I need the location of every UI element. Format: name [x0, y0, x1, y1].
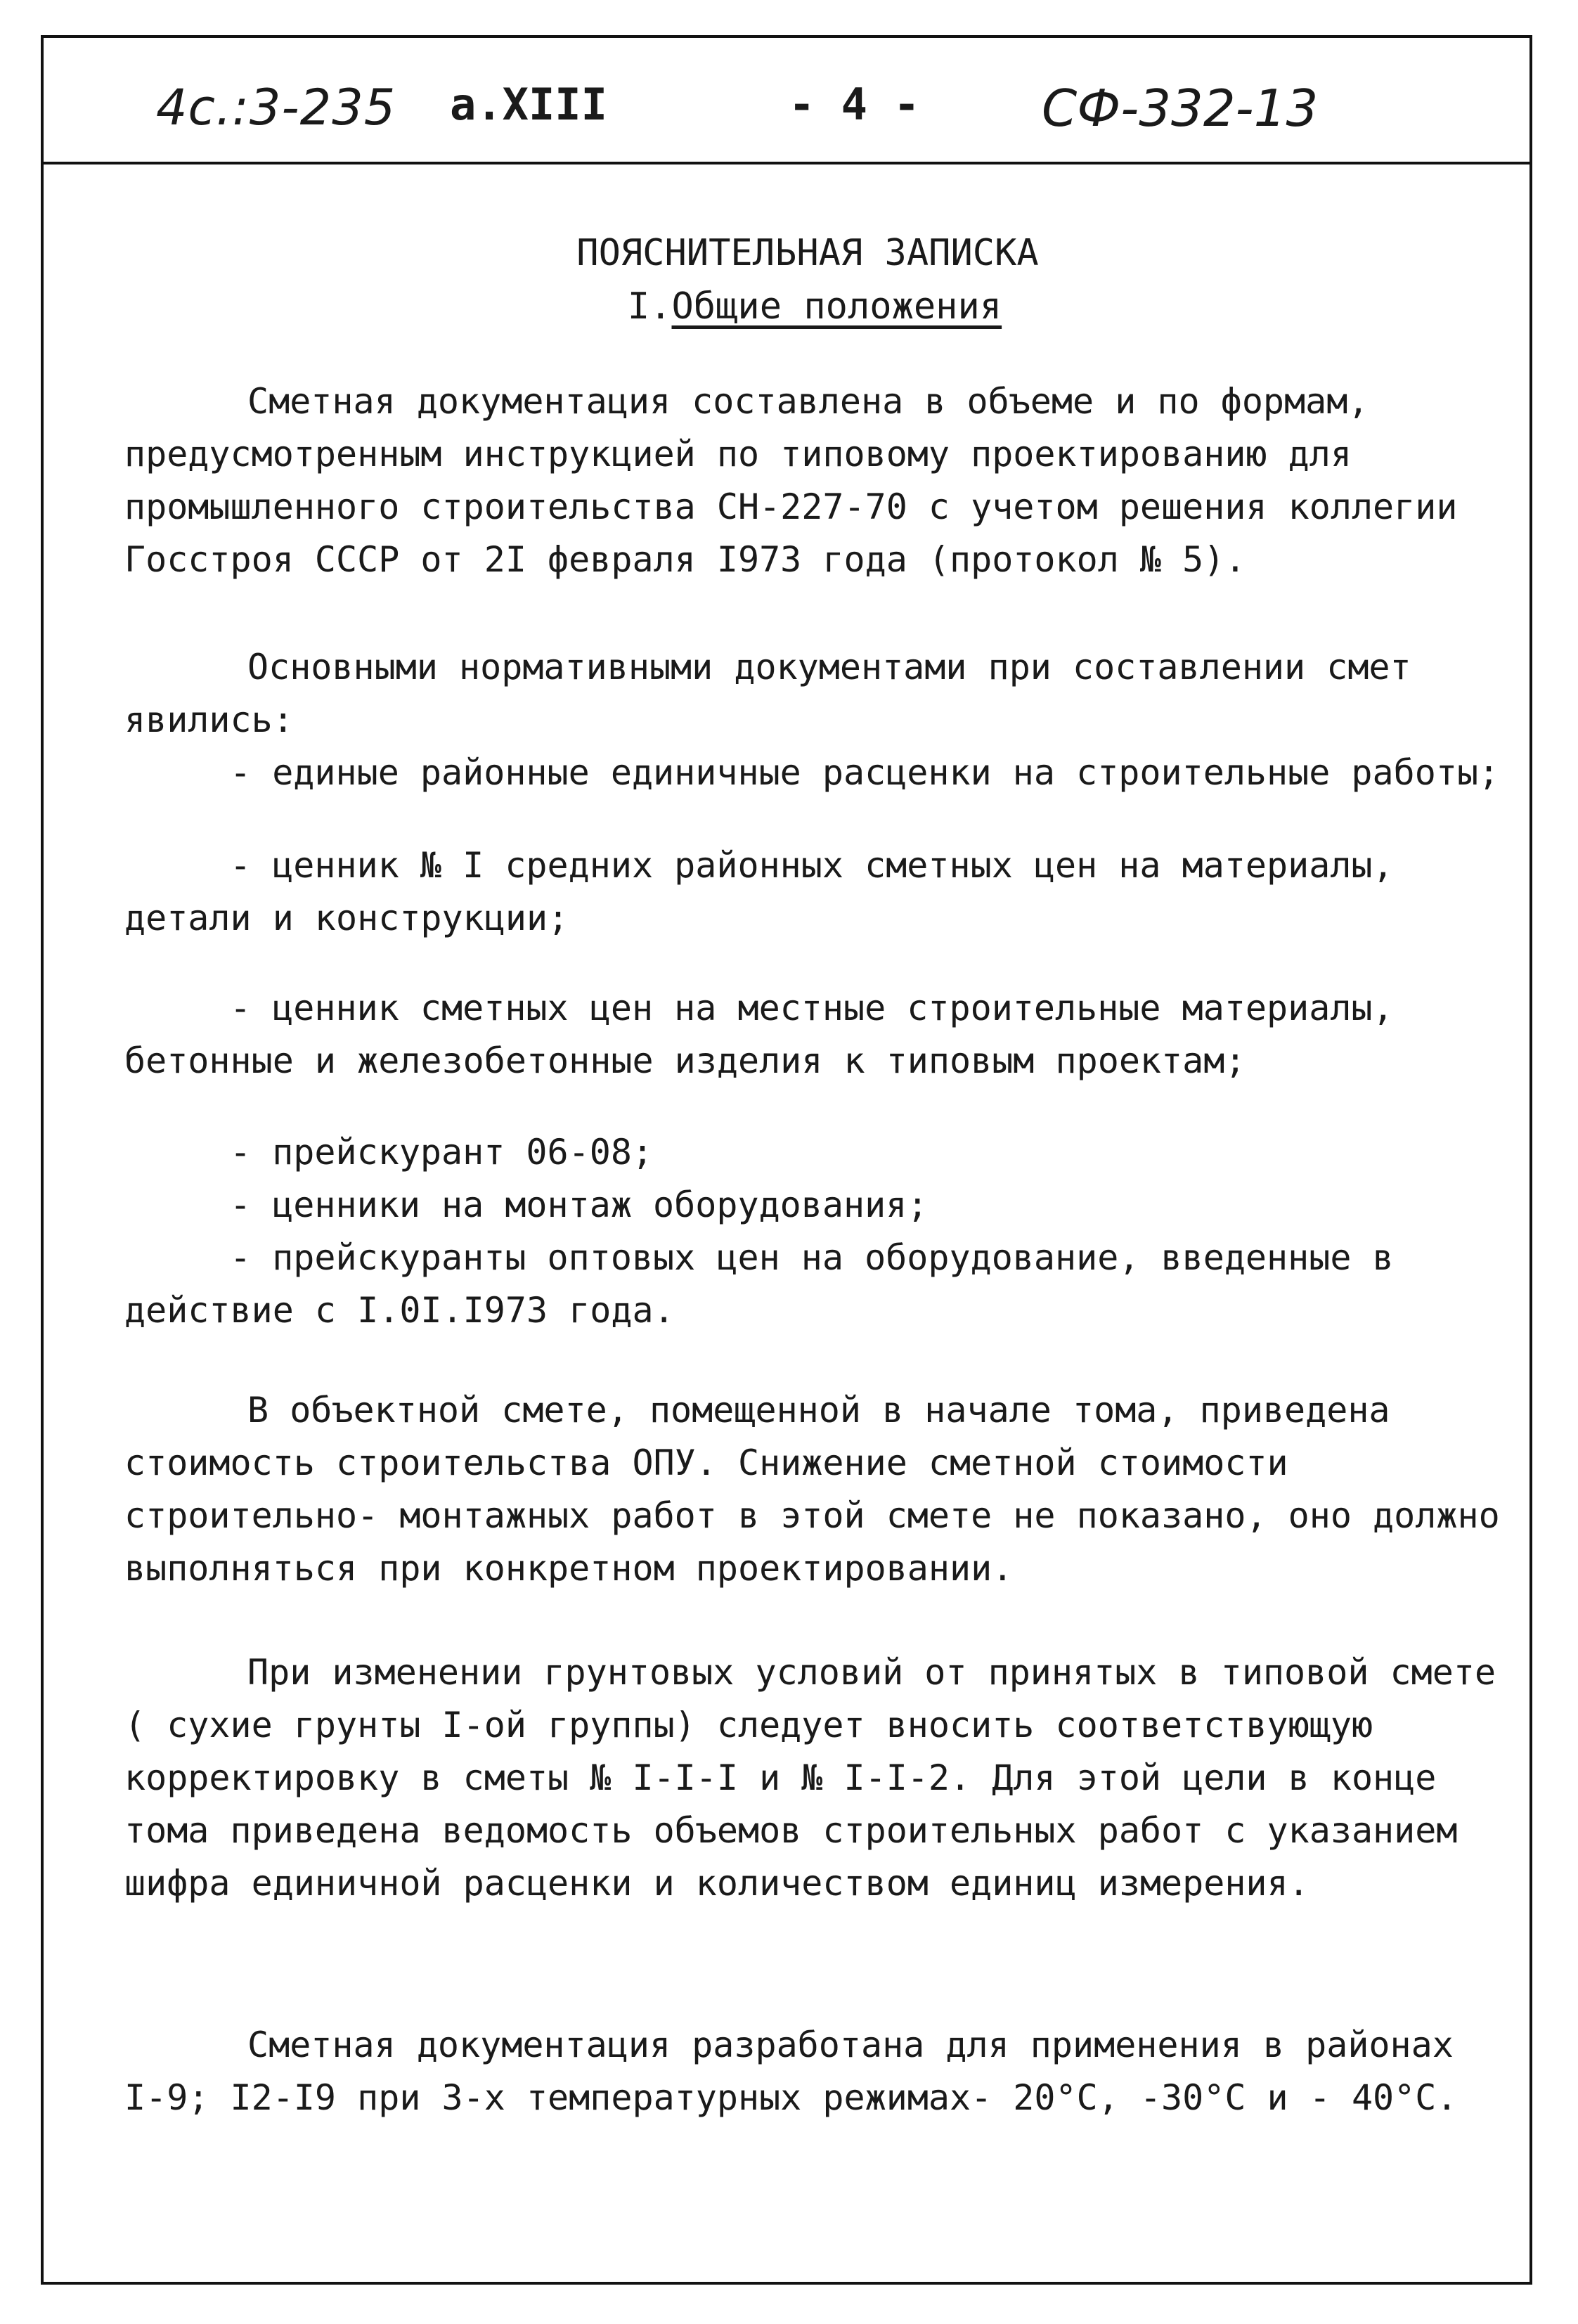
list-item: [124, 747, 1502, 799]
list-item-text: - ценник сметных цен на местные строительные материалы, бетонные и железобетонные изделия к типовым проектам;: [124, 988, 1394, 1081]
list-item: [124, 1232, 1502, 1337]
series-code: СФ-332-13: [1042, 79, 1319, 138]
list-item-text: - прейскуранты оптовых цен на оборудование, введенные в действие с I.0I.I973 года.: [124, 1237, 1394, 1331]
title-block-header: [44, 38, 1530, 164]
list-item-text: - ценник № I средних районных сметных цен на материалы, детали и конструкции;: [124, 845, 1394, 938]
paragraph-text: Основными нормативными документами при составлении смет явились:: [124, 647, 1411, 740]
list-item: [124, 1126, 1502, 1179]
list-item: [124, 982, 1502, 1087]
list-item: [124, 839, 1502, 945]
paragraph-text: Сметная документация составлена в объеме и по формам, предусмотренным инструкцией по типовому проектированию для промышленного строительства СН-227-70 с учетом решения коллегии Госстроя СССР от 2I февраля I973 года (протокол № 5).: [124, 381, 1458, 580]
paragraph-text: Сметная документация разработана для применения в районах I-9; I2-I9 при 3-х температурных режимах- 20°С, -30°С и - 40°С.: [124, 2025, 1458, 2118]
document-body: [44, 164, 1530, 2285]
list-item-text: - прейскурант 06-08;: [230, 1132, 654, 1173]
paragraph-text: При изменении грунтовых условий от принятых в типовой смете ( сухие грунты I-ой группы) следует вносить соответствующую корректировку в сметы № I-I-I и № I-I-2. Для этой цели в конце тома приведена ведомость объемов строительных работ с указанием шифра единичной расценки и количеством единиц измерения.: [124, 1652, 1496, 1904]
paragraph-soil-conditions: [124, 1646, 1502, 1910]
paragraph-text: В объектной смете, помещенной в начале тома, приведена стоимость строительства ОПУ. Снижение сметной стоимости строительно- монтажных работ в этой смете не показано, оно должно выполняться при конкретном проектировании.: [124, 1390, 1500, 1589]
section-number: I.: [627, 285, 672, 328]
list-item-text: - ценники на монтаж оборудования;: [230, 1184, 929, 1225]
page-number: - 4 -: [789, 79, 920, 130]
document-title: ПОЯСНИТЕЛЬНАЯ ЗАПИСКА: [576, 232, 1039, 274]
section-heading: [72, 285, 1558, 328]
document-code: 4с.:3-235: [156, 79, 396, 136]
album-number: а.XIII: [450, 79, 607, 130]
section-title: Общие положения: [671, 285, 1002, 328]
list-item: [124, 1179, 1502, 1232]
page-frame: [41, 35, 1532, 2285]
paragraph-object-estimate: [124, 1384, 1502, 1595]
paragraph-norm-docs: [124, 641, 1502, 747]
paragraph-regions: [124, 2019, 1502, 2124]
list-item-text: - единые районные единичные расценки на строительные работы;: [230, 752, 1500, 793]
paragraph-scope: [124, 375, 1502, 586]
